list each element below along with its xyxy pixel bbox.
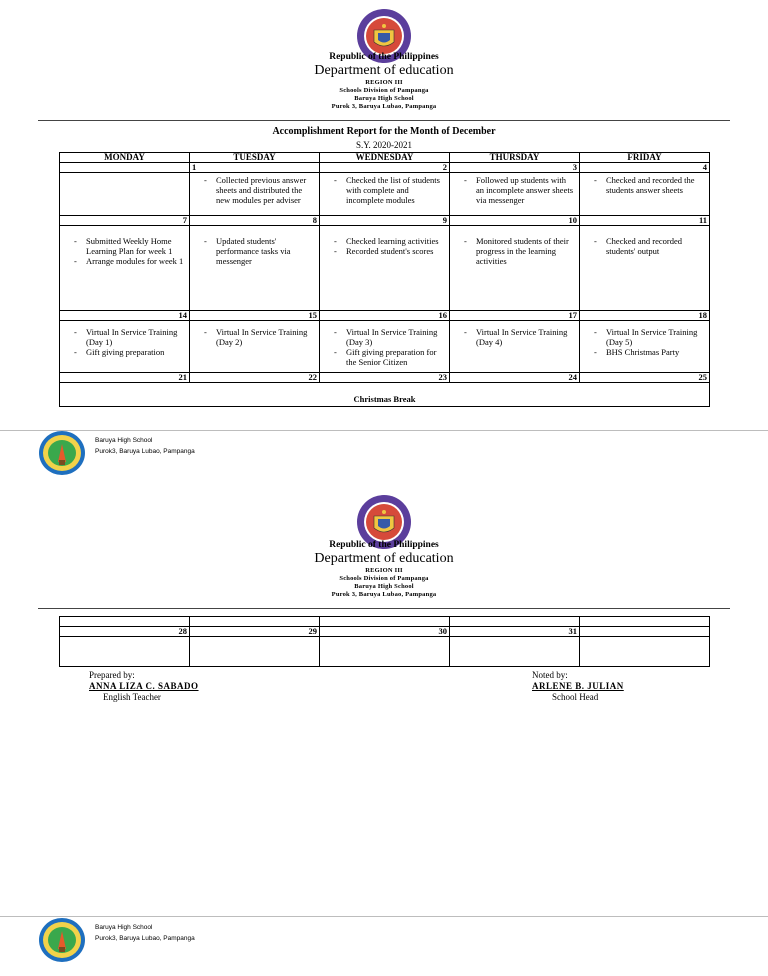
date-cell: 31 xyxy=(450,627,580,637)
activity-item: - Updated students' performance tasks via messenger xyxy=(204,236,291,266)
activity-cell xyxy=(320,321,450,373)
activity-cell xyxy=(450,173,580,216)
date-cell xyxy=(60,163,190,173)
department-title: Department of education xyxy=(314,551,454,566)
activity-item: - Recorded student's scores xyxy=(334,246,434,256)
footer-school: Baruya High School xyxy=(95,437,153,444)
footer-divider xyxy=(0,430,768,431)
activity-cell xyxy=(60,173,190,216)
date-cell: 16 xyxy=(320,311,450,321)
prepared-by-block xyxy=(89,670,199,703)
prepared-role: English Teacher xyxy=(103,692,161,702)
date-cell: 29 xyxy=(190,627,320,637)
footer-address: Purok3, Baruya Lubao, Pampanga xyxy=(95,448,195,455)
activity-cell xyxy=(450,226,580,311)
date-cell: 18 xyxy=(580,311,710,321)
date-cell xyxy=(580,627,710,637)
division-label: Schools Division of Pampanga xyxy=(339,87,429,94)
activity-item: - Submitted Weekly Home Learning Plan for week 1 xyxy=(74,236,173,256)
activity-item: - Collected previous answer sheets and distributed the new modules per adviser xyxy=(204,175,307,205)
division-label: Schools Division of Pampanga xyxy=(339,575,429,582)
activity-cell xyxy=(320,173,450,216)
activity-item: - Virtual In Service Training (Day 1) xyxy=(74,327,178,347)
activity-item: - Gift giving preparation xyxy=(74,347,165,357)
activity-item: - Virtual In Service Training (Day 2) xyxy=(204,327,308,347)
footer-address: Purok3, Baruya Lubao, Pampanga xyxy=(95,935,195,942)
date-cell: 11 xyxy=(580,216,710,226)
date-cell: 23 xyxy=(320,373,450,383)
activity-cell xyxy=(580,173,710,216)
address-label: Purok 3, Baruya Lubao, Pampanga xyxy=(331,591,437,598)
activity-row xyxy=(60,226,710,311)
date-cell: 28 xyxy=(60,627,190,637)
date-cell: 24 xyxy=(450,373,580,383)
region-label: REGION III xyxy=(365,79,403,86)
activity-item: - Virtual In Service Training (Day 5) xyxy=(594,327,698,347)
calendar-header-row xyxy=(60,153,710,163)
activity-item: - Checked the list of students with complete and incomplete modules xyxy=(334,175,440,205)
date-cell: 14 xyxy=(60,311,190,321)
school-logo-icon xyxy=(38,430,86,476)
footer-school: Baruya High School xyxy=(95,924,153,931)
activity-row xyxy=(60,321,710,373)
activity-item: - Gift giving preparation for the Senior Citizen xyxy=(334,347,437,367)
date-cell: 7 xyxy=(60,216,190,226)
activity-cell xyxy=(320,226,450,311)
date-cell: 30 xyxy=(320,627,450,637)
noted-by-block xyxy=(532,670,624,703)
republic-label: Republic of the Philippines xyxy=(329,52,439,62)
break-row xyxy=(60,383,710,407)
date-cell: 22 xyxy=(190,373,320,383)
calendar-table-continued xyxy=(59,616,710,667)
footer-divider xyxy=(0,916,768,917)
header-divider xyxy=(38,608,730,609)
region-label: REGION III xyxy=(365,567,403,574)
day-header: FRIDAY xyxy=(580,153,710,163)
date-cell: 8 xyxy=(190,216,320,226)
activity-cell xyxy=(60,226,190,311)
activity-cell xyxy=(190,321,320,373)
footer-text xyxy=(95,922,195,944)
christmas-break-cell: Christmas Break xyxy=(60,383,710,407)
date-cell: 9 xyxy=(320,216,450,226)
date-cell: 2 xyxy=(320,163,450,173)
activity-cell xyxy=(580,226,710,311)
prepared-label: Prepared by: xyxy=(89,670,135,680)
address-label: Purok 3, Baruya Lubao, Pampanga xyxy=(331,103,437,110)
activity-item: - Checked and recorded students' output xyxy=(594,236,682,256)
school-year: S.Y. 2020-2021 xyxy=(355,140,413,150)
activity-row xyxy=(60,173,710,216)
report-title: Accomplishment Report for the Month of December xyxy=(272,126,496,137)
activity-item: - Virtual In Service Training (Day 4) xyxy=(464,327,568,347)
date-cell: 25 xyxy=(580,373,710,383)
date-cell: 21 xyxy=(60,373,190,383)
activity-item: - Checked learning activities xyxy=(334,236,439,246)
prepared-name: ANNA LIZA C. SABADO xyxy=(89,681,199,691)
school-label: Baruya High School xyxy=(354,95,414,102)
day-header: THURSDAY xyxy=(450,153,580,163)
activity-cell xyxy=(190,226,320,311)
date-cell: 1 xyxy=(190,163,320,173)
date-cell: 15 xyxy=(190,311,320,321)
activity-item: - BHS Christmas Party xyxy=(594,347,680,357)
school-label: Baruya High School xyxy=(354,583,414,590)
noted-label: Noted by: xyxy=(532,670,568,680)
blank-row xyxy=(60,617,710,627)
date-row xyxy=(60,311,710,321)
day-header: WEDNESDAY xyxy=(320,153,450,163)
activity-row xyxy=(60,637,710,667)
footer-text xyxy=(95,435,195,457)
date-row xyxy=(60,373,710,383)
date-row xyxy=(60,216,710,226)
noted-role: School Head xyxy=(552,692,599,702)
day-header: TUESDAY xyxy=(190,153,320,163)
activity-cell xyxy=(450,321,580,373)
activity-item: - Monitored students of their progress in the learning activities xyxy=(464,236,569,266)
noted-name: ARLENE B. JULIAN xyxy=(532,681,624,691)
department-title: Department of education xyxy=(314,63,454,78)
page1-header xyxy=(0,52,768,111)
header-divider xyxy=(38,120,730,121)
activity-cell xyxy=(580,321,710,373)
date-row xyxy=(60,627,710,637)
activity-cell xyxy=(190,173,320,216)
date-cell: 17 xyxy=(450,311,580,321)
calendar-table xyxy=(59,152,710,407)
activity-item: - Virtual In Service Training (Day 3) xyxy=(334,327,438,347)
date-cell: 10 xyxy=(450,216,580,226)
page2-header xyxy=(0,540,768,599)
activity-cell xyxy=(60,321,190,373)
date-row xyxy=(60,163,710,173)
date-cell: 4 xyxy=(580,163,710,173)
activity-item: - Checked and recorded the students answer sheets xyxy=(594,175,695,195)
school-logo-icon xyxy=(38,917,86,963)
republic-label: Republic of the Philippines xyxy=(329,540,439,550)
activity-item: - Followed up students with an incomplete answer sheets via messenger xyxy=(464,175,574,205)
day-header: MONDAY xyxy=(60,153,190,163)
date-cell: 3 xyxy=(450,163,580,173)
activity-item: - Arrange modules for week 1 xyxy=(74,256,184,266)
